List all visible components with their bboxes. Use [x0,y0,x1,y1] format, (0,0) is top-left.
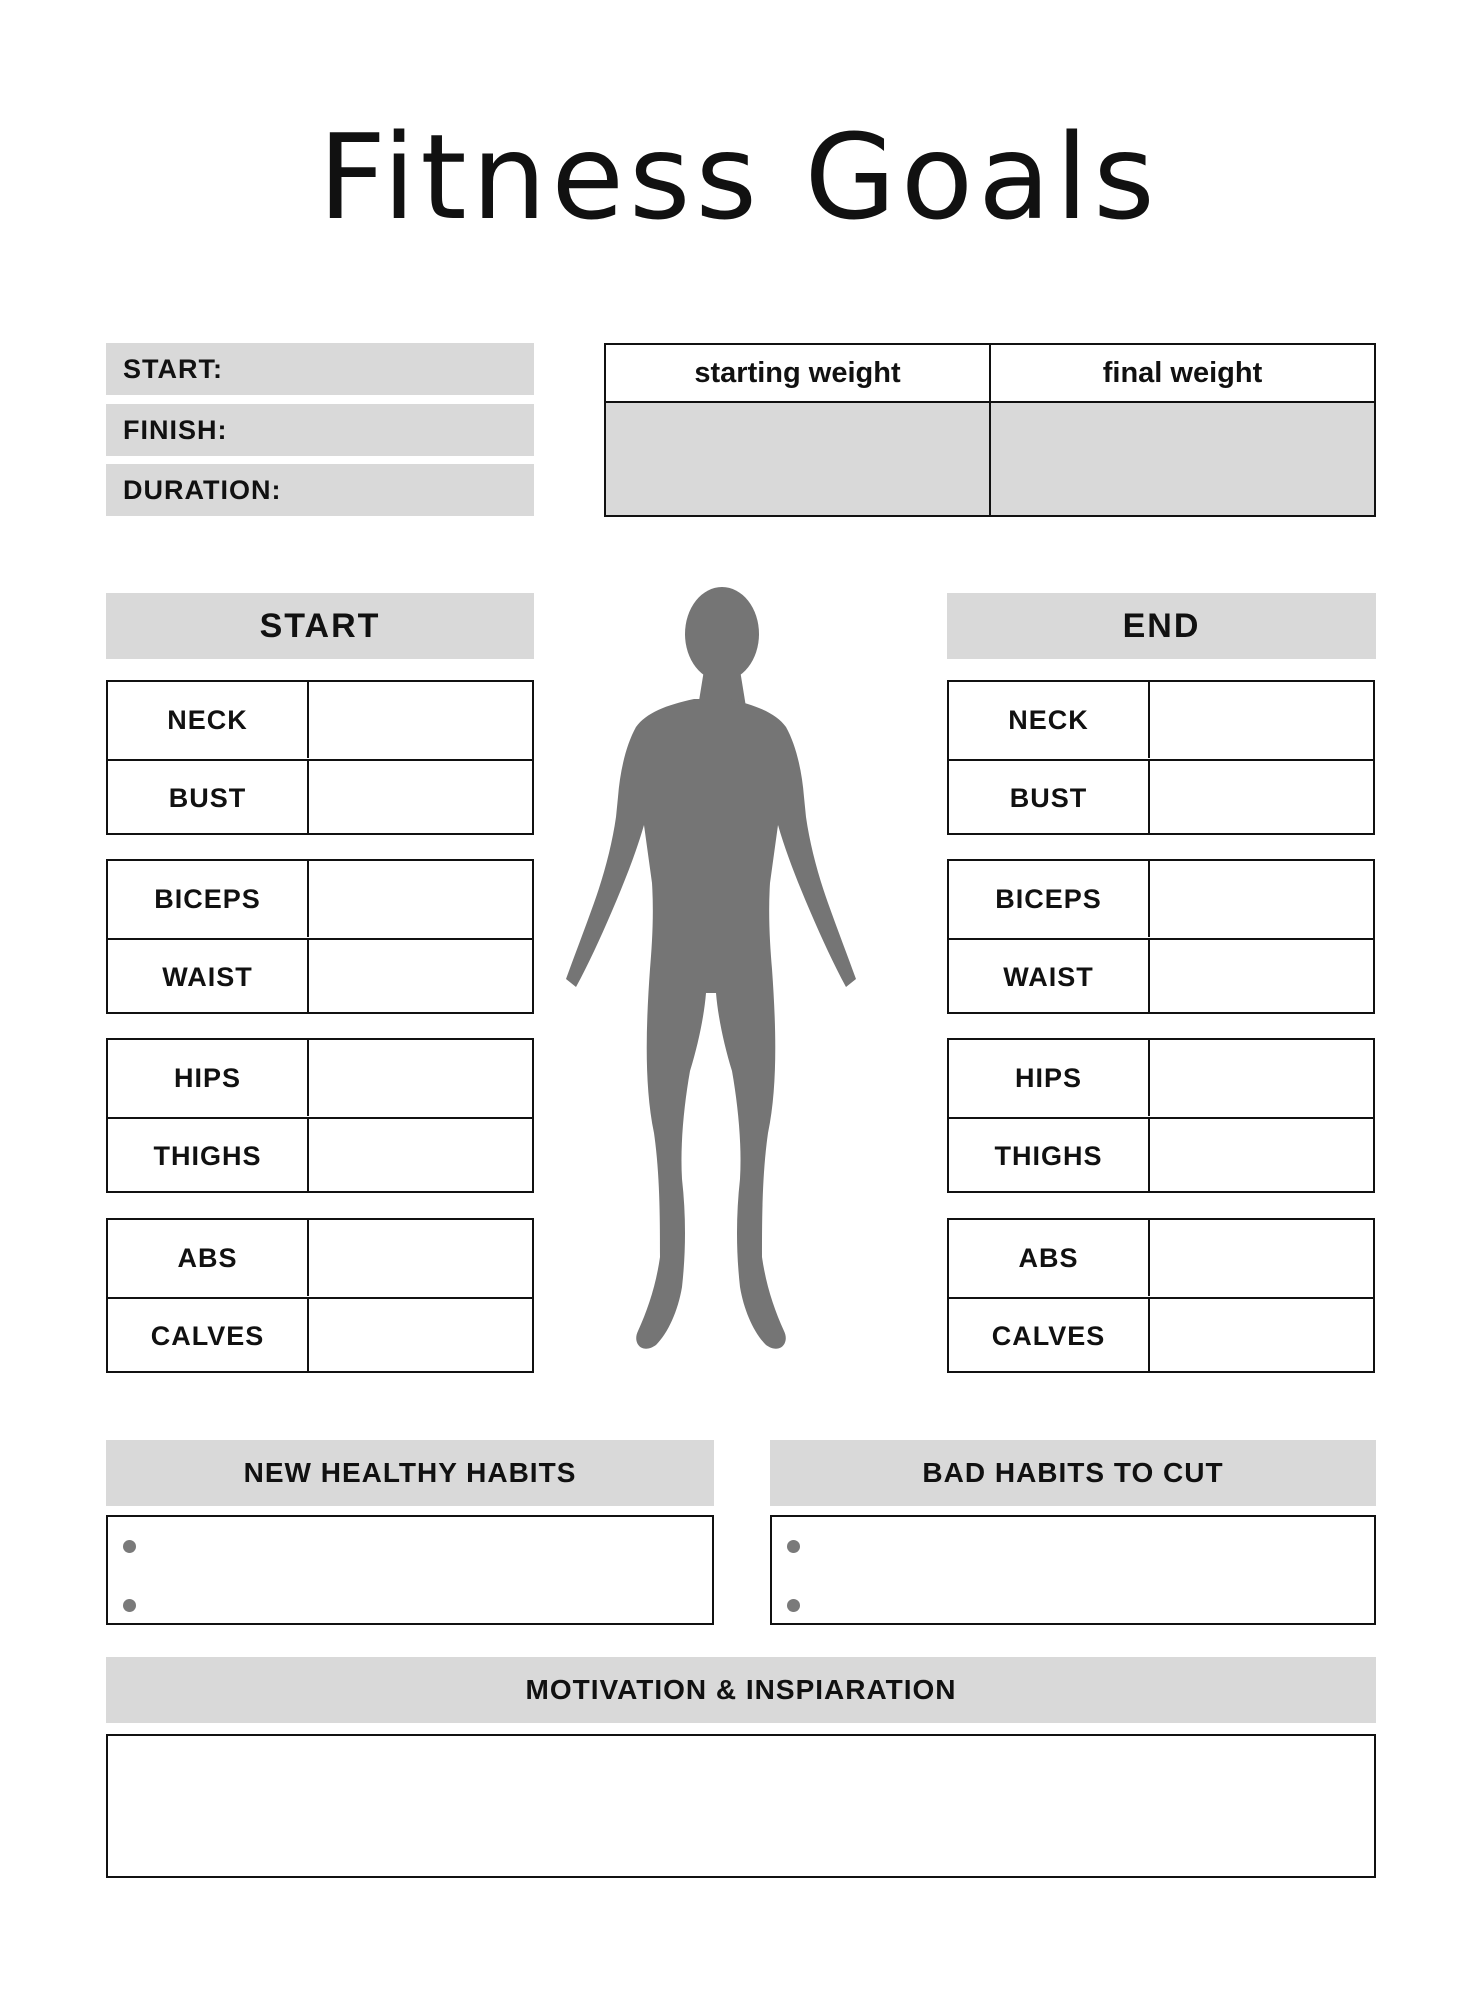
end-calves-input[interactable] [1148,1299,1373,1373]
start-measure-group [106,680,534,835]
bullet-icon [123,1540,136,1553]
start-waist-row [108,938,532,1014]
bad-habits-header: BAD HABITS TO CUT [770,1440,1376,1506]
new-habits-box[interactable] [106,1515,714,1625]
bad-habits-box[interactable] [770,1515,1376,1625]
human-silhouette-icon [556,585,922,1380]
end-thighs-input[interactable] [1148,1119,1373,1193]
measure-label: ABS [1018,1242,1079,1273]
measure-label: WAIST [1003,961,1094,992]
weight-table [604,343,1376,517]
duration-field[interactable] [106,464,534,516]
end-bust-input[interactable] [1148,761,1373,835]
start-biceps-row [108,861,532,937]
end-measure-group [947,1218,1375,1373]
measure-label: NECK [1008,704,1089,735]
measure-label: BUST [1009,782,1088,813]
end-abs-input[interactable] [1148,1220,1373,1296]
start-waist-input[interactable] [307,940,532,1014]
bullet-icon [787,1599,800,1612]
measure-label: WAIST [162,961,253,992]
start-thighs-row [108,1117,532,1193]
start-thighs-input[interactable] [307,1119,532,1193]
measure-label: CALVES [150,1320,265,1351]
start-neck-input[interactable] [307,682,532,758]
end-neck-input[interactable] [1148,682,1373,758]
start-calves-row [108,1297,532,1373]
bullet-icon [123,1599,136,1612]
page-title: Fitness Goals [318,108,1160,246]
start-measure-group [106,859,534,1014]
start-date-label: START: [123,353,223,384]
start-abs-row [108,1220,532,1296]
bullet-icon [787,1540,800,1553]
end-waist-input[interactable] [1148,940,1373,1014]
measure-label: BICEPS [995,883,1102,914]
motivation-box[interactable] [106,1734,1376,1878]
start-date-field[interactable] [106,343,534,395]
start-neck-row [108,682,532,758]
new-habits-header: NEW HEALTHY HABITS [106,1440,714,1506]
start-bust-row [108,759,532,835]
measure-label: THIGHS [994,1140,1103,1171]
end-biceps-input[interactable] [1148,861,1373,937]
end-abs-row [949,1220,1373,1296]
start-bust-input[interactable] [307,761,532,835]
start-section-header: START [106,593,534,659]
measure-label: HIPS [173,1062,242,1093]
start-biceps-input[interactable] [307,861,532,937]
measure-label: BICEPS [154,883,261,914]
end-biceps-row [949,861,1373,937]
measure-label: BUST [168,782,247,813]
end-thighs-row [949,1117,1373,1193]
starting-weight-header: starting weight [606,345,989,403]
starting-weight-value[interactable] [606,403,989,515]
measure-label: THIGHS [153,1140,262,1171]
column-divider [989,345,991,515]
end-hips-row [949,1040,1373,1116]
measure-label: ABS [177,1242,238,1273]
end-measure-group [947,1038,1375,1193]
end-section-header: END [947,593,1376,659]
start-hips-input[interactable] [307,1040,532,1116]
measure-label: CALVES [991,1320,1106,1351]
finish-date-label: FINISH: [123,414,228,445]
start-calves-input[interactable] [307,1299,532,1373]
motivation-header: MOTIVATION & INSPIARATION [106,1657,1376,1723]
start-measure-group [106,1218,534,1373]
final-weight-header: final weight [991,345,1374,403]
end-measure-group [947,859,1375,1014]
start-measure-group [106,1038,534,1193]
end-calves-row [949,1297,1373,1373]
end-hips-input[interactable] [1148,1040,1373,1116]
start-hips-row [108,1040,532,1116]
measure-label: NECK [167,704,248,735]
end-waist-row [949,938,1373,1014]
measure-label: HIPS [1014,1062,1083,1093]
end-measure-group [947,680,1375,835]
start-abs-input[interactable] [307,1220,532,1296]
end-bust-row [949,759,1373,835]
duration-label: DURATION: [123,474,282,505]
finish-date-field[interactable] [106,404,534,456]
end-neck-row [949,682,1373,758]
final-weight-value[interactable] [991,403,1374,515]
